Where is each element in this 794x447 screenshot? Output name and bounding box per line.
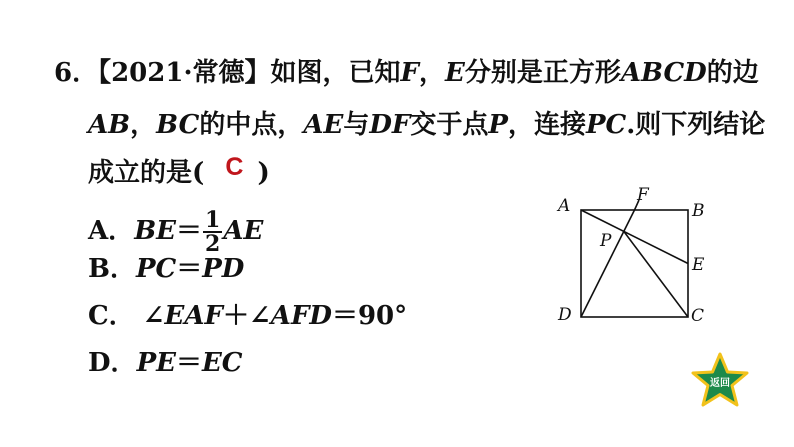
equals-sign: ＝ (175, 348, 202, 378)
question-text: ， (419, 58, 446, 88)
question-text: 交于点 (410, 110, 489, 140)
math-var: P (488, 110, 508, 140)
fraction (203, 209, 222, 255)
question-text: 如图，已知 (270, 58, 401, 88)
label-d: D (558, 305, 572, 325)
segment-ae (581, 210, 688, 264)
math-var: EAF (164, 301, 223, 331)
equals-sign: ＝ (176, 254, 203, 284)
math-var: AFD (270, 301, 332, 331)
square-abcd (581, 210, 688, 317)
question-line-2 (88, 110, 765, 140)
question-text: ) (257, 158, 270, 188)
label-f: F (637, 185, 649, 205)
answer-mark: C (225, 153, 244, 181)
question-line-1 (54, 58, 759, 88)
math-var: E (445, 58, 465, 88)
math-var: ABCD (620, 58, 707, 88)
math-var: BC (156, 110, 200, 140)
plus-sign: ＋ (222, 301, 249, 331)
question-line-3 (88, 153, 270, 188)
label-c: C (691, 306, 705, 326)
option-b[interactable] (88, 254, 244, 284)
option-a[interactable] (88, 208, 263, 255)
segment-pc (624, 231, 688, 317)
question-text: 分别是正方形 (464, 58, 621, 88)
math-expression: ＝90° (331, 301, 408, 331)
geometry-figure (548, 180, 718, 330)
equals-sign: ＝ (175, 216, 202, 246)
angle-symbol: ∠ (142, 301, 165, 331)
question-text: .则下列结论 (626, 110, 766, 140)
math-var: EC (201, 348, 243, 378)
math-var: AB (88, 110, 131, 140)
math-var: PE (136, 348, 176, 378)
label-a: A (558, 196, 571, 216)
question-text: 成立的是( (88, 158, 205, 188)
question-source: 【2021·常德】 (98, 58, 271, 88)
label-b: B (692, 201, 705, 221)
math-var: DF (369, 110, 411, 140)
fraction-denominator: 2 (205, 231, 221, 257)
option-letter: A． (88, 216, 135, 246)
math-var: F (400, 58, 419, 88)
question-text: ， (130, 110, 157, 140)
option-c[interactable] (88, 301, 407, 331)
label-p: P (600, 231, 612, 251)
math-var: AE (303, 110, 344, 140)
return-button[interactable] (690, 352, 750, 410)
math-var: PD (202, 254, 245, 284)
question-text: 的边 (706, 58, 759, 88)
segment-df (581, 210, 635, 317)
fraction-numerator: 1 (205, 207, 221, 233)
math-var: PC (585, 110, 627, 140)
return-label: 返回 (710, 378, 730, 389)
label-e: E (692, 255, 705, 275)
math-var: PC (135, 254, 177, 284)
option-letter: D． (88, 348, 137, 378)
question-text: 与 (343, 110, 370, 140)
question-text: 的中点， (199, 110, 304, 140)
option-letter: B． (88, 254, 136, 284)
question-text: ，连接 (507, 110, 586, 140)
option-letter: C． (88, 301, 135, 331)
math-var: AE (223, 216, 264, 246)
question-number: 6． (54, 58, 99, 88)
math-var: BE (134, 216, 176, 246)
angle-symbol: ∠ (248, 301, 271, 331)
option-d[interactable] (88, 348, 242, 378)
